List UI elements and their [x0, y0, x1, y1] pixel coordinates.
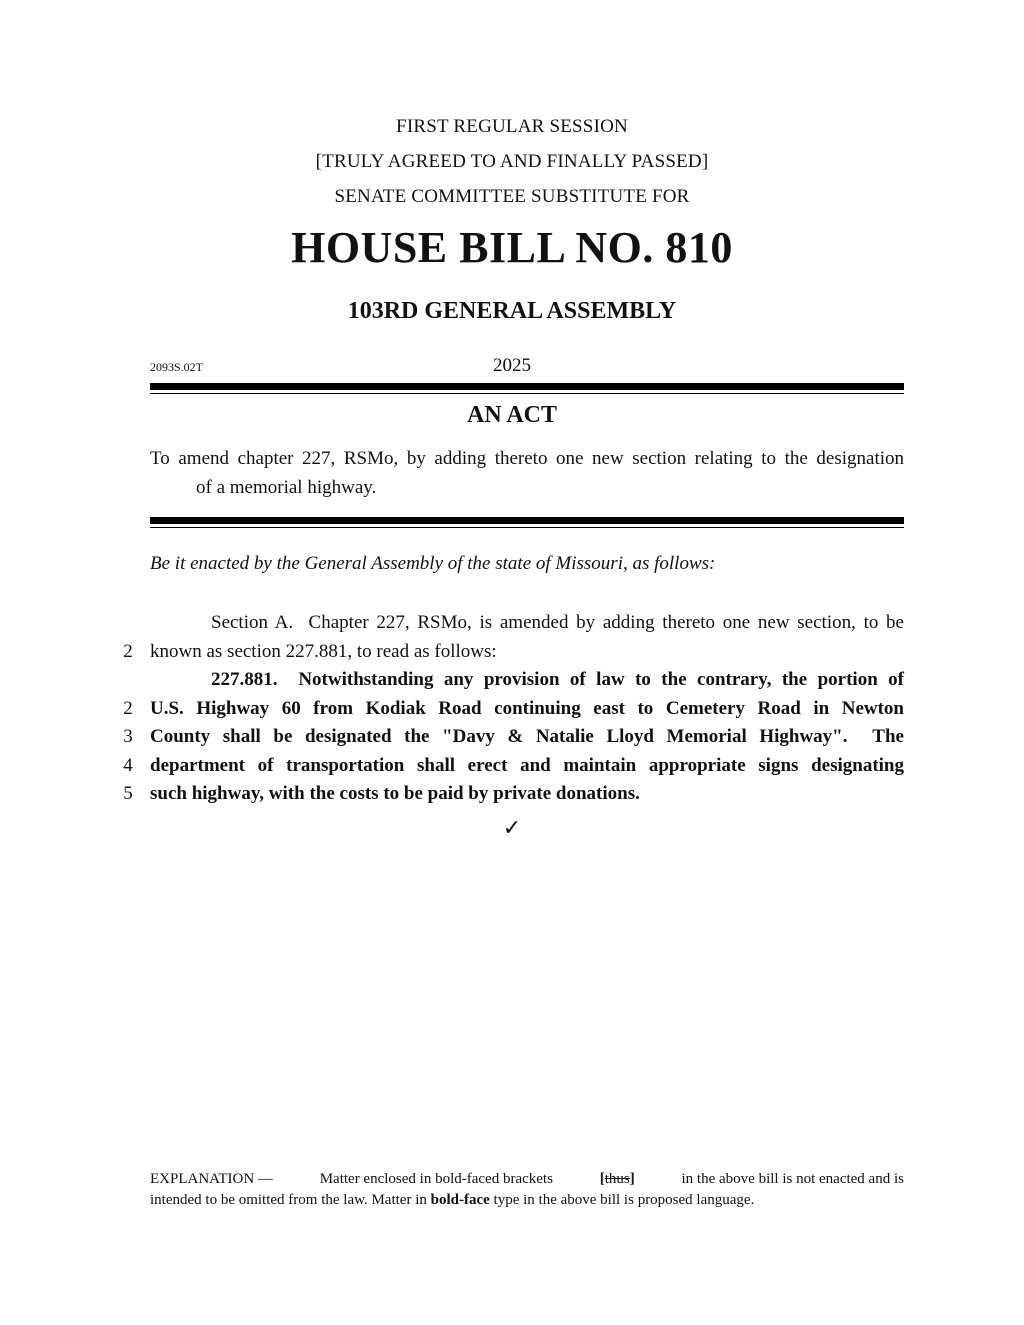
session-heading: FIRST REGULAR SESSION: [396, 116, 628, 137]
section-227881-line-4: department of transportation shall erect and maintain appropriate signs designating: [150, 755, 904, 776]
line-number: 5: [123, 783, 133, 804]
bracket-open: [: [599, 1171, 605, 1187]
act-heading: AN ACT: [466, 402, 557, 428]
boldface-word: bold-face: [430, 1192, 490, 1208]
line-number: 2: [123, 641, 133, 662]
line-number: 2: [123, 698, 133, 719]
section-a-line-1: Section A. Chapter 227, RSMo, is amended by adding thereto one new section, to be: [211, 612, 904, 633]
enacting-clause: Be it enacted by the General Assembly of the state of Missouri, as follows:: [150, 553, 716, 574]
passage-status: [TRULY AGREED TO AND FINALLY PASSED]: [315, 151, 709, 172]
explanation-text-4: type in the above bill is proposed language.: [493, 1192, 755, 1208]
explanation-line-2: [150, 1190, 904, 1210]
explanation-text-2: in the above bill is not enacted and is: [681, 1171, 904, 1187]
section-227881-line-3: County shall be designated the "Davy & Natalie Lloyd Memorial Highway". The: [150, 726, 904, 747]
explanation-text-1: Matter enclosed in bold-faced brackets: [319, 1171, 553, 1187]
act-description-line-2: of a memorial highway.: [196, 477, 377, 498]
explanation-line-1: [150, 1169, 904, 1189]
checkmark-icon: ✓: [502, 816, 522, 841]
line-number: 3: [123, 726, 133, 747]
section-227881-line-5: such highway, with the costs to be paid by private donations.: [150, 783, 640, 804]
bracket-close: ]: [629, 1171, 635, 1187]
top-rule-thin: [150, 393, 904, 394]
struck-word: thus: [604, 1171, 630, 1187]
act-description-line-1: To amend chapter 227, RSMo, by adding thereto one new section relating to the designation: [150, 448, 904, 469]
session-year: 2025: [493, 355, 531, 376]
middle-rule-thin: [150, 527, 904, 528]
line-number: 4: [123, 755, 133, 776]
top-rule-thick: [150, 383, 904, 390]
explanation-text-3: intended to be omitted from the law. Matter in: [150, 1192, 427, 1208]
explanation-label: EXPLANATION —: [150, 1171, 273, 1187]
middle-rule-thick: [150, 517, 904, 524]
section-227881-line-1: 227.881. Notwithstanding any provision of law to the contrary, the portion of: [211, 669, 904, 690]
bill-title: HOUSE BILL NO. 810: [291, 223, 733, 272]
bracket-example: [600, 1169, 635, 1189]
general-assembly: 103RD GENERAL ASSEMBLY: [347, 298, 677, 324]
substitute-heading: SENATE COMMITTEE SUBSTITUTE FOR: [334, 186, 690, 207]
document-id: 2093S.02T: [150, 360, 204, 374]
section-227881-line-2: U.S. Highway 60 from Kodiak Road continuing east to Cemetery Road in Newton: [150, 698, 904, 719]
section-a-line-2: known as section 227.881, to read as follows:: [150, 641, 497, 662]
